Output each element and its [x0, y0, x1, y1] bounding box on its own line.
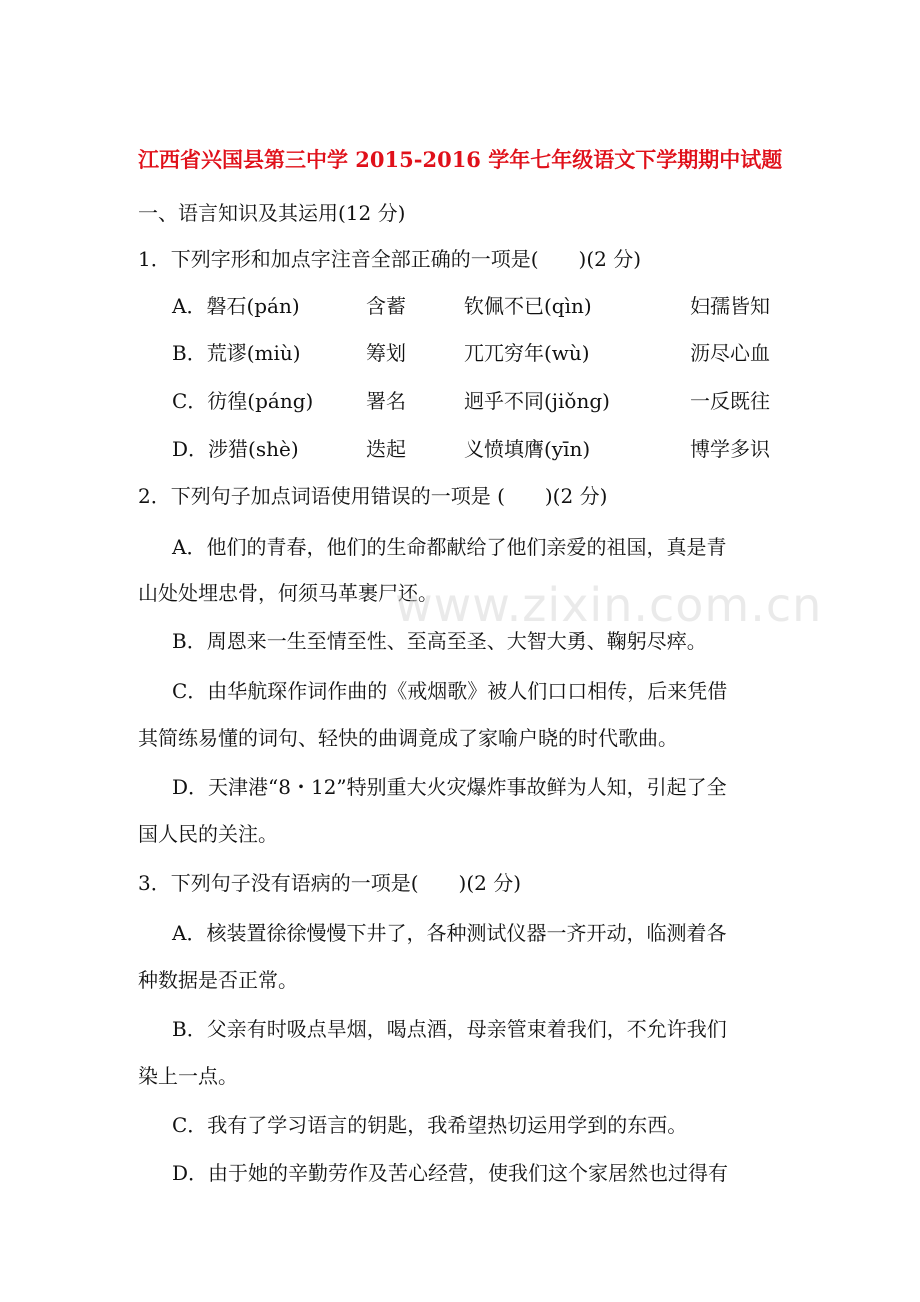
q2-option-d-line1: D．天津港“8・12”特别重大火灾爆炸事故鲜为人知，引起了全 — [172, 775, 727, 799]
question-1-stem: 1．下列字形和加点字注音全部正确的一项是( )(2 分) — [138, 247, 642, 271]
q2-option-d-line2: 国人民的关注。 — [138, 822, 278, 846]
q1-option-b-col1: B．荒谬(miù) — [172, 341, 301, 365]
q2-option-c-line1: C．由华航琛作词作曲的《戒烟歌》被人们口口相传，后来凭借 — [172, 679, 728, 703]
q1-option-a-col3: 钦佩不已(qìn) — [464, 294, 592, 318]
watermark: www.zixin.com.cn — [395, 578, 823, 632]
q1-option-d — [172, 434, 792, 464]
q1-option-c-col2: 署名 — [366, 389, 406, 413]
q1-option-c-col3: 迥乎不同(jiǒng) — [464, 389, 610, 413]
q3-option-a-line2: 种数据是否正常。 — [138, 968, 298, 992]
q2-option-c-line2: 其简练易懂的词句、轻快的曲调竟成了家喻户晓的时代歌曲。 — [138, 726, 678, 750]
q2-option-a-line2: 山处处埋忠骨，何须马革裹尸还。 — [138, 581, 438, 605]
q1-option-a-col2: 含蓄 — [366, 294, 406, 318]
q3-option-c: C．我有了学习语言的钥匙，我希望热切运用学到的东西。 — [172, 1113, 688, 1137]
q1-option-a-col1: A．磐石(pán) — [172, 294, 300, 318]
q1-option-d-col2: 迭起 — [366, 437, 406, 461]
q1-option-c-col1: C．彷徨(páng) — [172, 389, 314, 413]
q3-option-b-line2: 染上一点。 — [138, 1064, 238, 1088]
q1-option-d-col1: D．涉猎(shè) — [172, 437, 299, 461]
q1-option-d-col4: 博学多识 — [690, 437, 770, 461]
question-3-stem: 3．下列句子没有语病的一项是( )(2 分) — [138, 871, 522, 895]
q3-option-a-line1: A．核装置徐徐慢慢下井了，各种测试仪器一齐开动，临测着各 — [172, 921, 727, 945]
section-heading: 一、语言知识及其运用(12 分) — [138, 201, 406, 225]
q1-option-c — [172, 386, 792, 416]
q3-option-d-line1: D．由于她的辛勤劳作及苦心经营，使我们这个家居然也过得有 — [172, 1161, 729, 1185]
q1-option-b-col2: 筹划 — [366, 341, 406, 365]
q1-option-c-col4: 一反既往 — [690, 389, 770, 413]
q1-option-b-col3: 兀兀穷年(wù) — [464, 341, 590, 365]
q1-option-d-col3: 义愤填膺(yīn) — [464, 437, 591, 461]
q3-option-b-line1: B．父亲有时吸点旱烟，喝点酒，母亲管束着我们，不允许我们 — [172, 1017, 727, 1041]
q1-option-a-col4: 妇孺皆知 — [690, 294, 770, 318]
q1-option-b — [172, 338, 792, 368]
question-2-stem: 2．下列句子加点词语使用错误的一项是 ( )(2 分) — [138, 484, 608, 508]
q1-option-b-col4: 沥尽心血 — [690, 341, 770, 365]
q2-option-b: B．周恩来一生至情至性、至高至圣、大智大勇、鞠躬尽瘁。 — [172, 629, 707, 653]
q2-option-a-line1: A．他们的青春，他们的生命都献给了他们亲爱的祖国，真是青 — [172, 535, 727, 559]
page-title: 江西省兴国县第三中学 2015-2016 学年七年级语文下学期期中试题 — [138, 147, 783, 172]
q1-option-a — [172, 291, 792, 321]
